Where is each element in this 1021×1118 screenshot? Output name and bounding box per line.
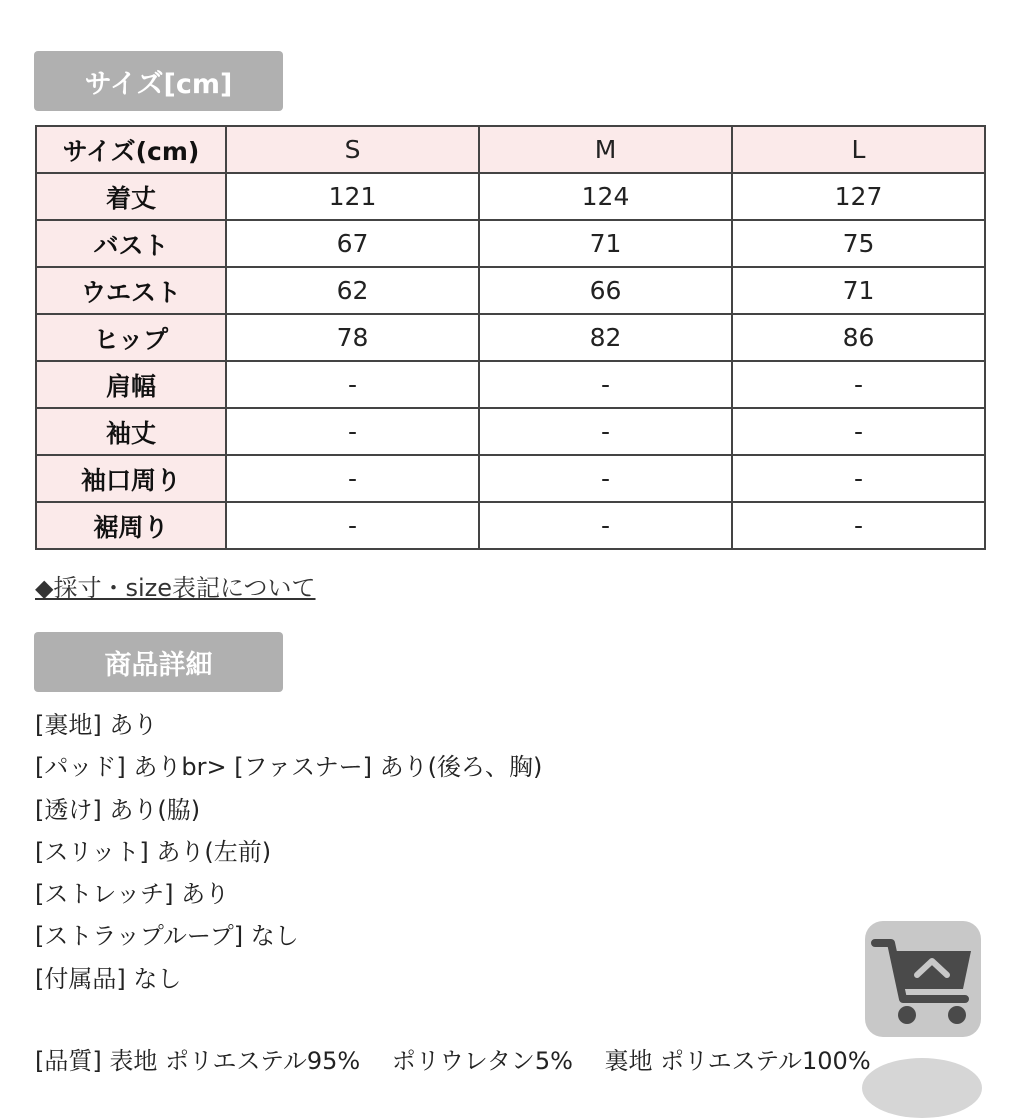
table-cell: 71 [479,220,732,267]
table-row [36,173,985,220]
table-cell: - [226,361,479,408]
table-cell: 78 [226,314,479,361]
detail-item: [付属品] なし [35,964,182,993]
table-cell: 127 [732,173,985,220]
table-cell: 121 [226,173,479,220]
detail-item: [ストラップループ] なし [35,922,299,951]
row-label: 袖口周り [36,455,226,502]
table-cell: - [732,408,985,455]
table-row [36,314,985,361]
material-info: [品質] 表地 ポリエステル95% ポリウレタン5% 裏地 ポリエステル100% [35,1047,871,1075]
row-label: バスト [36,220,226,267]
table-cell: - [732,455,985,502]
table-cell: - [226,408,479,455]
size-table-header [36,126,985,173]
header-cell: サイズ(cm) [36,126,226,173]
product-detail-list [35,704,542,1000]
header-cell: M [479,126,732,173]
table-cell: 71 [732,267,985,314]
table-cell: 86 [732,314,985,361]
table-cell: - [226,502,479,549]
row-label: ウエスト [36,267,226,314]
detail-section-title: 商品詳細 [34,632,283,692]
table-cell: - [732,361,985,408]
table-cell: - [226,455,479,502]
header-cell: S [226,126,479,173]
detail-item: [パッド] ありbr> [ファスナー] あり(後ろ、胸) [35,753,543,782]
table-cell: - [479,408,732,455]
table-cell: - [732,502,985,549]
detail-item: [透け] あり(脇) [35,795,201,824]
table-cell: - [479,361,732,408]
row-label: ヒップ [36,314,226,361]
table-row [36,220,985,267]
cart-button[interactable] [865,921,981,1037]
detail-item: [裏地] あり [35,711,158,739]
cart-icon [865,921,981,1037]
detail-item: [ストレッチ] あり [35,880,230,909]
row-label: 袖丈 [36,408,226,455]
row-label: 着丈 [36,173,226,220]
table-cell: 66 [479,267,732,314]
floating-button-partial[interactable] [862,1058,982,1118]
table-row [36,502,985,549]
table-cell: 75 [732,220,985,267]
table-row [36,361,985,408]
size-notation-link[interactable]: ◆採寸・size表記について [35,574,316,602]
size-table [35,125,986,550]
table-row [36,455,985,502]
header-cell: L [732,126,985,173]
size-section-title: サイズ[cm] [34,51,283,111]
detail-item: [スリット] あり(左前) [35,837,272,866]
table-cell: 124 [479,173,732,220]
row-label: 肩幅 [36,361,226,408]
table-row [36,267,985,314]
row-label: 裾周り [36,502,226,549]
table-row [36,408,985,455]
table-cell: 62 [226,267,479,314]
table-cell: - [479,455,732,502]
table-cell: 67 [226,220,479,267]
table-cell: 82 [479,314,732,361]
table-cell: - [479,502,732,549]
